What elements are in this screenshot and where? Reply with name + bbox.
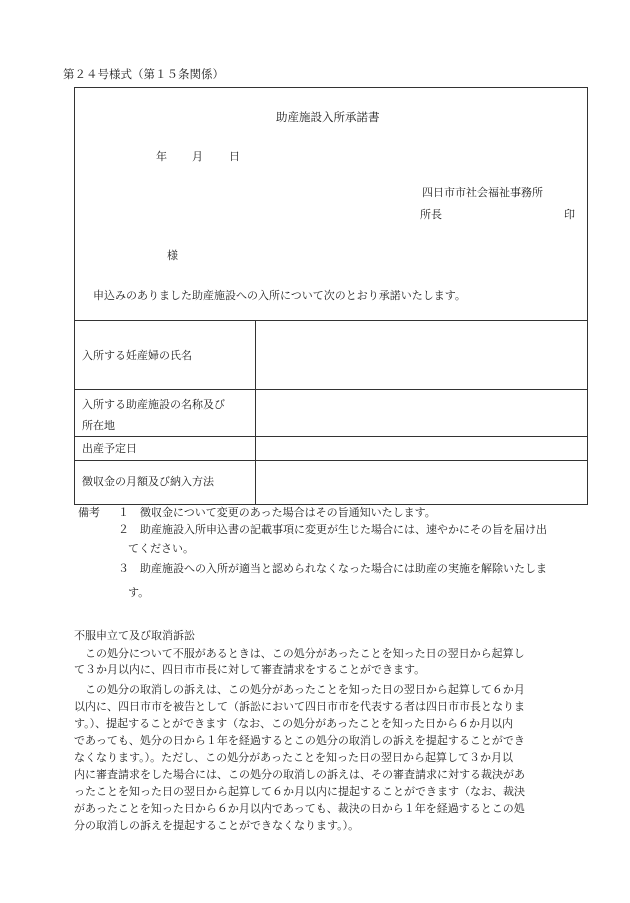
remark-number: ３ xyxy=(118,562,129,575)
appeal-heading: 不服申立て及び取消訴訟 xyxy=(74,629,195,642)
date-year-label: 年 xyxy=(156,150,167,163)
appeal-p2-line: があったことを知った日から６か月以内であっても、裁決の日から１年を経過するとこの処 xyxy=(74,802,525,815)
approval-statement: 申込みのありました助産施設への入所について次のとおり承諾いたします。 xyxy=(93,289,466,302)
remark-text-cont: てください。 xyxy=(128,542,194,555)
row-label-due-date: 出産予定日 xyxy=(82,442,137,455)
remark-text: 徴収金について変更のあった場合はその旨通知いたします。 xyxy=(140,506,436,519)
form-title: 助産施設入所承諾書 xyxy=(276,110,380,124)
remark-text: 助産施設入所申込書の記載事項に変更が生じた場合には、速やかにその旨を届け出 xyxy=(140,523,547,536)
row-label-fee-method: 徴収金の月額及び納入方法 xyxy=(82,475,214,488)
remark-text: 助産施設への入所が適当と認められなくなった場合には助産の実施を解除いたしま xyxy=(140,562,547,575)
issuer-head: 所長 xyxy=(420,208,442,221)
row-label-facility-name: 入所する助産施設の名称及び xyxy=(82,398,225,411)
remark-item xyxy=(118,524,547,535)
remarks-heading: 備考 xyxy=(78,506,100,519)
date-day-label: 日 xyxy=(229,150,240,163)
appeal-p2-line: す。）、提起することができます（なお、この処分があったことを知った日から６か月以内 xyxy=(74,717,514,730)
table-row-rule xyxy=(74,460,588,461)
issuer-office: 四日市市社会福祉事務所 xyxy=(422,186,543,199)
appeal-p2-line: 分の取消しの訴えを提起することができなくなります。）。 xyxy=(74,819,360,832)
remark-number: １ xyxy=(118,506,129,519)
remark-text-cont: す。 xyxy=(128,586,150,599)
appeal-p2-line: ったことを知った日の翌日から起算して６か月以内に提起することができます（なお、裁決 xyxy=(74,785,525,798)
form-number: 第２４号様式（第１５条関係） xyxy=(63,67,224,81)
table-top-rule xyxy=(74,320,588,321)
appeal-p2-line: なくなります。）。ただし、この処分があったことを知った日の翌日から起算して３か月以 xyxy=(74,751,514,764)
seal-mark: 印 xyxy=(564,208,575,221)
recipient-suffix: 様 xyxy=(167,249,178,262)
row-label-facility-address: 所在地 xyxy=(82,419,115,432)
table-row-rule xyxy=(74,436,588,437)
appeal-p1-line: この処分について不服があるときは、この処分があったことを知った日の翌日から起算し xyxy=(74,647,525,660)
remark-item xyxy=(118,507,436,518)
remark-number: ２ xyxy=(118,523,129,536)
appeal-p2-line: この処分の取消しの訴えは、この処分があったことを知った日の翌日から起算して６か月 xyxy=(74,683,525,696)
remark-item xyxy=(118,563,547,574)
table-column-rule xyxy=(255,320,256,505)
table-row-rule xyxy=(74,389,588,390)
date-month-label: 月 xyxy=(192,150,203,163)
appeal-p1-line: て３か月以内に、四日市市長に対して審査請求をすることができます。 xyxy=(74,663,426,676)
appeal-p2-line: 以内に、四日市市を被告として（訴訟において四日市市を代表する者は四日市市長となりま xyxy=(74,700,525,713)
appeal-p2-line: 内に審査請求をした場合には、この処分の取消しの訴えは、その審査請求に対する裁決があ xyxy=(74,768,525,781)
appeal-p2-line: であっても、処分の日から１年を経過するとこの処分の取消しの訴えを提起することができ xyxy=(74,734,525,747)
row-label-pregnant-name: 入所する妊産婦の氏名 xyxy=(82,349,192,362)
